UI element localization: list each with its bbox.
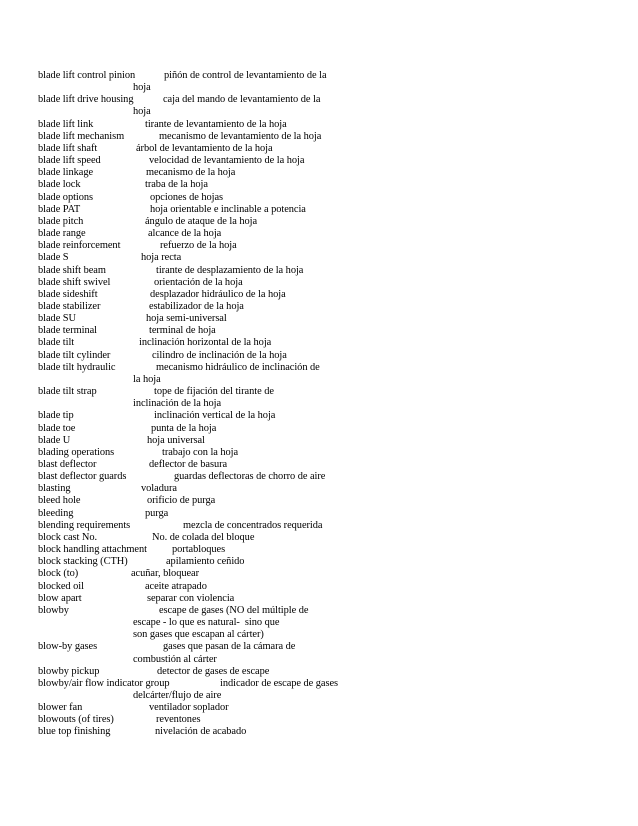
english-term: blade lift drive housing xyxy=(38,94,134,106)
glossary-entry xyxy=(38,410,608,422)
english-term: blending requirements xyxy=(38,519,131,531)
spanish-translation: hoja xyxy=(133,82,151,94)
glossary-entry xyxy=(38,265,608,277)
spanish-translation: hoja orientable e inclinable a potencia xyxy=(150,203,306,215)
spanish-translation: nivelación de acabado xyxy=(155,726,247,738)
spanish-translation: escape de gases (NO del múltiple de xyxy=(159,604,309,616)
glossary-entry xyxy=(38,459,608,471)
glossary-entry xyxy=(38,520,608,532)
spanish-translation: acuñar, bloquear xyxy=(131,568,200,580)
glossary-entry xyxy=(38,277,608,289)
spanish-translation: hoja recta xyxy=(141,252,182,264)
english-term: blade PAT xyxy=(38,203,81,215)
glossary-entry xyxy=(38,435,608,447)
glossary-entry xyxy=(38,289,608,301)
spanish-translation: detector de gases de escape xyxy=(157,665,270,677)
english-term: blade linkage xyxy=(38,167,94,179)
glossary-entry xyxy=(38,726,608,738)
english-term: blowouts (of tires) xyxy=(38,714,114,726)
english-term: blade lock xyxy=(38,179,81,191)
english-term: blow apart xyxy=(38,592,82,604)
spanish-translation: aceite atrapado xyxy=(145,580,207,592)
spanish-translation: son gases que escapan al cárter) xyxy=(133,629,264,641)
english-term: blower fan xyxy=(38,702,83,714)
spanish-translation: apilamiento ceñido xyxy=(166,556,245,568)
glossary-entry xyxy=(38,252,608,264)
english-term: blowby xyxy=(38,604,69,616)
spanish-translation: hoja xyxy=(133,106,151,118)
glossary-entry xyxy=(38,581,608,593)
glossary-entry xyxy=(38,556,608,568)
spanish-translation: terminal de hoja xyxy=(149,325,216,337)
english-term: blade options xyxy=(38,191,94,203)
english-term: block (to) xyxy=(38,568,79,580)
glossary-entry xyxy=(38,119,608,131)
spanish-translation: mecanismo de levantamiento de la hoja xyxy=(159,130,322,142)
glossary-entry xyxy=(38,179,608,191)
glossary-entry xyxy=(38,605,608,641)
spanish-translation: hoja semi-universal xyxy=(146,313,227,325)
english-term: blade lift control pinion xyxy=(38,70,136,81)
english-term: bleeding xyxy=(38,507,74,519)
spanish-translation: escape - lo que es natural- sino que xyxy=(133,617,280,629)
spanish-translation: gases que pasan de la cámara de xyxy=(163,641,296,653)
english-term: blade SU xyxy=(38,313,76,325)
spanish-translation: tirante de levantamiento de la hoja xyxy=(145,118,287,130)
glossary-entry xyxy=(38,386,608,410)
spanish-translation: refuerzo de la hoja xyxy=(160,240,237,252)
glossary-entry xyxy=(38,447,608,459)
glossary-entry xyxy=(38,301,608,313)
glossary-entry xyxy=(38,216,608,228)
spanish-translation: cilindro de inclinación de la hoja xyxy=(152,349,287,361)
english-term: blade lift link xyxy=(38,118,94,130)
spanish-translation: separar con violencia xyxy=(147,592,235,604)
english-term: blasting xyxy=(38,483,71,495)
spanish-translation: piñón de control de levantamiento de la xyxy=(164,70,327,81)
glossary-entry xyxy=(38,666,608,678)
glossary-entry xyxy=(38,568,608,580)
spanish-translation: reventones xyxy=(156,714,201,726)
glossary-entry xyxy=(38,495,608,507)
glossary-entry xyxy=(38,155,608,167)
glossary-entry xyxy=(38,313,608,325)
spanish-translation: mecanismo hidráulico de inclinación de xyxy=(156,361,320,373)
glossary-entry xyxy=(38,714,608,726)
english-term: bleed hole xyxy=(38,495,81,507)
spanish-translation: purga xyxy=(145,507,169,519)
spanish-translation: opciones de hojas xyxy=(150,191,224,203)
spanish-translation: mecanismo de la hoja xyxy=(146,167,236,179)
spanish-translation: combustión al cárter xyxy=(133,653,217,665)
english-term: block cast No. xyxy=(38,531,98,543)
english-term: blade tilt xyxy=(38,337,75,349)
english-term: blade lift speed xyxy=(38,155,101,167)
english-term: blade stabilizer xyxy=(38,300,101,312)
glossary-entry xyxy=(38,508,608,520)
glossary-entry xyxy=(38,240,608,252)
spanish-translation: tirante de desplazamiento de la hoja xyxy=(156,264,304,276)
english-term: blade range xyxy=(38,228,86,240)
english-term: blade shift beam xyxy=(38,264,106,276)
spanish-translation: guardas deflectoras de chorro de aire xyxy=(174,471,326,483)
glossary-entry xyxy=(38,641,608,665)
english-term: blue top finishing xyxy=(38,726,111,738)
english-term: blade S xyxy=(38,252,69,264)
english-term: blowby/air flow indicator group xyxy=(38,677,170,689)
spanish-translation: desplazador hidráulico de la hoja xyxy=(150,288,286,300)
spanish-translation: indicador de escape de gases xyxy=(220,677,339,689)
glossary-entry xyxy=(38,532,608,544)
spanish-translation: punta de la hoja xyxy=(151,422,217,434)
glossary-entry xyxy=(38,471,608,483)
glossary-entry xyxy=(38,94,608,118)
english-term: blade sideshift xyxy=(38,288,98,300)
english-term: blade terminal xyxy=(38,325,98,337)
english-term: blowby pickup xyxy=(38,665,100,677)
glossary-entry xyxy=(38,204,608,216)
english-term: blade toe xyxy=(38,422,76,434)
glossary-entry xyxy=(38,362,608,386)
glossary-entry xyxy=(38,593,608,605)
english-term: blow-by gases xyxy=(38,641,98,653)
english-term: blast deflector xyxy=(38,459,97,470)
glossary-entry xyxy=(38,678,608,702)
spanish-translation: inclinación de la hoja xyxy=(133,398,222,410)
glossary-entry xyxy=(38,350,608,362)
english-term: block stacking (CTH) xyxy=(38,556,128,568)
spanish-translation: árbol de levantamiento de la hoja xyxy=(136,142,273,154)
spanish-translation: orientación de la hoja xyxy=(154,276,243,288)
spanish-translation: la hoja xyxy=(133,373,161,385)
spanish-translation: delcárter/flujo de aire xyxy=(133,689,222,701)
english-term: blade U xyxy=(38,434,71,446)
english-term: blade pitch xyxy=(38,215,84,227)
english-term: blade tilt hydraulic xyxy=(38,361,116,373)
english-term: blocked oil xyxy=(38,580,84,592)
english-term: blade tip xyxy=(38,410,74,422)
glossary-entry xyxy=(38,702,608,714)
glossary-entry xyxy=(38,544,608,556)
glossary-entry xyxy=(38,131,608,143)
english-term: blade tilt cylinder xyxy=(38,349,111,361)
glossary-entry xyxy=(38,70,608,94)
spanish-translation: deflector de basura xyxy=(149,459,228,470)
english-term: blading operations xyxy=(38,446,115,458)
english-term: blade lift shaft xyxy=(38,142,98,154)
glossary-entry xyxy=(38,228,608,240)
spanish-translation: tope de fijación del tirante de xyxy=(154,386,274,398)
spanish-translation: orificio de purga xyxy=(147,495,216,507)
glossary-entry xyxy=(38,325,608,337)
glossary-entry xyxy=(38,337,608,349)
spanish-translation: No. de colada del bloque xyxy=(152,531,255,543)
spanish-translation: estabilizador de la hoja xyxy=(149,300,244,312)
english-term: blast deflector guards xyxy=(38,471,127,483)
english-term: blade lift mechanism xyxy=(38,130,125,142)
spanish-translation: ángulo de ataque de la hoja xyxy=(145,215,258,227)
english-term: blade reinforcement xyxy=(38,240,121,252)
spanish-translation: ventilador soplador xyxy=(149,702,229,714)
glossary-list xyxy=(38,70,608,739)
spanish-translation: caja del mando de levantamiento de la xyxy=(163,94,321,106)
spanish-translation: traba de la hoja xyxy=(145,179,208,191)
glossary-entry xyxy=(38,192,608,204)
spanish-translation: hoja universal xyxy=(147,434,205,446)
spanish-translation: alcance de la hoja xyxy=(148,228,222,240)
glossary-entry xyxy=(38,483,608,495)
english-term: blade shift swivel xyxy=(38,276,111,288)
glossary-entry xyxy=(38,167,608,179)
spanish-translation: inclinación vertical de la hoja xyxy=(154,410,276,422)
spanish-translation: portabloques xyxy=(172,544,226,556)
spanish-translation: trabajo con la hoja xyxy=(162,446,239,458)
glossary-entry xyxy=(38,423,608,435)
english-term: block handling attachment xyxy=(38,544,147,556)
spanish-translation: voladura xyxy=(141,483,177,495)
glossary-entry xyxy=(38,143,608,155)
spanish-translation: mezcla de concentrados requerida xyxy=(183,519,323,531)
spanish-translation: velocidad de levantamiento de la hoja xyxy=(149,155,305,167)
english-term: blade tilt strap xyxy=(38,386,97,398)
spanish-translation: inclinación horizontal de la hoja xyxy=(139,337,272,349)
